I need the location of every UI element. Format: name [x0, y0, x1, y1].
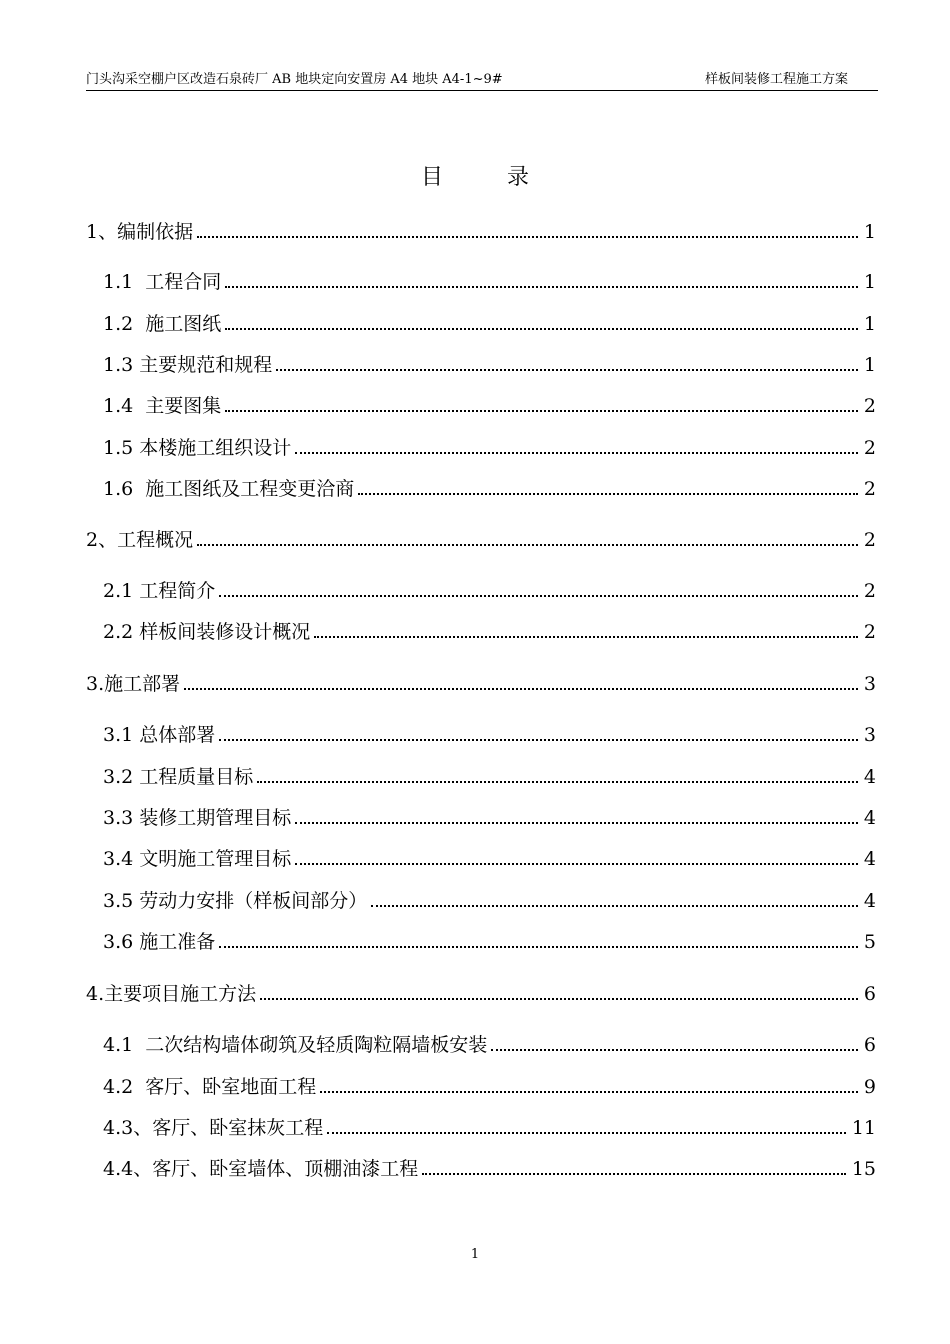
dot-leader	[219, 595, 858, 597]
toc-entry-title: 3.5 劳动力安排（样板间部分）	[103, 890, 368, 912]
dot-leader	[295, 822, 858, 824]
toc-entry-page: 15	[851, 1158, 876, 1180]
header-document-title: 样板间装修工程施工方案	[704, 72, 848, 87]
toc-entry-page: 4	[863, 766, 876, 788]
toc-entry-page: 1	[863, 354, 876, 376]
toc-entry[interactable]	[103, 796, 876, 830]
toc-entry[interactable]	[103, 755, 876, 789]
toc-entry-title: 2.2 样板间装修设计概况	[103, 621, 311, 643]
toc-entry-page: 2	[863, 529, 876, 551]
toc-entry-title: 2、工程概况	[86, 529, 194, 551]
toc-entry-page: 1	[863, 221, 876, 243]
toc-entry-title: 1.4 主要图集	[103, 395, 222, 417]
dot-leader	[260, 998, 858, 1000]
dot-leader	[225, 286, 858, 288]
dot-leader	[225, 410, 858, 412]
toc-entry-page: 2	[863, 580, 876, 602]
dot-leader	[197, 544, 858, 546]
dot-leader	[327, 1132, 846, 1134]
toc-entry-title: 4.3、客厅、卧室抹灰工程	[103, 1117, 324, 1139]
dot-leader	[491, 1049, 858, 1051]
toc-entry[interactable]	[103, 384, 876, 418]
toc-entry[interactable]	[86, 972, 876, 1006]
toc-entry[interactable]	[103, 713, 876, 747]
toc-entry-page: 2	[863, 478, 876, 500]
toc-entry[interactable]	[103, 1106, 876, 1140]
toc-entry[interactable]	[86, 518, 876, 552]
dot-leader	[257, 781, 858, 783]
toc-entry-title: 3.施工部署	[86, 673, 181, 695]
toc-title: 目录	[420, 165, 593, 190]
toc-entry-title: 3.4 文明施工管理目标	[103, 848, 292, 870]
dot-leader	[371, 905, 858, 907]
toc-entry[interactable]	[103, 343, 876, 377]
toc-entry[interactable]	[103, 1023, 876, 1057]
toc-entry-title: 4.4、客厅、卧室墙体、顶棚油漆工程	[103, 1158, 419, 1180]
dot-leader	[219, 739, 858, 741]
toc-entry-page: 2	[863, 621, 876, 643]
toc-entry-title: 1.3 主要规范和规程	[103, 354, 273, 376]
dot-leader	[295, 863, 858, 865]
toc-entry-page: 2	[863, 395, 876, 417]
toc-entry-title: 1.2 施工图纸	[103, 313, 222, 335]
toc-entry-title: 1、编制依据	[86, 221, 194, 243]
toc-entry-page: 4	[863, 890, 876, 912]
dot-leader	[314, 636, 858, 638]
dot-leader	[295, 452, 858, 454]
toc-entry[interactable]	[103, 426, 876, 460]
toc-entry-title: 3.1 总体部署	[103, 724, 216, 746]
toc-entry-page: 2	[863, 437, 876, 459]
toc-entry[interactable]	[103, 610, 876, 644]
toc-entry[interactable]	[103, 837, 876, 871]
toc-entry-page: 1	[863, 271, 876, 293]
toc-entry[interactable]	[103, 302, 876, 336]
toc-entry-title: 4.1 二次结构墙体砌筑及轻质陶粒隔墙板安装	[103, 1034, 488, 1056]
toc-entry-page: 5	[863, 931, 876, 953]
toc-entry-page: 11	[851, 1117, 876, 1139]
dot-leader	[358, 493, 858, 495]
toc-entry-page: 6	[863, 1034, 876, 1056]
toc-entry-page: 6	[863, 983, 876, 1005]
toc-entry-title: 4.2 客厅、卧室地面工程	[103, 1076, 317, 1098]
dot-leader	[225, 328, 858, 330]
toc-entry-page: 3	[863, 724, 876, 746]
dot-leader	[197, 236, 858, 238]
toc-entry-title: 3.6 施工准备	[103, 931, 216, 953]
toc-entry-page: 1	[863, 313, 876, 335]
dot-leader	[320, 1091, 858, 1093]
header-project-name: 门头沟采空棚户区改造石泉砖厂 AB 地块定向安置房 A4 地块 A4-1~9#	[86, 72, 503, 87]
toc-entry[interactable]	[103, 879, 876, 913]
toc-entry-title: 3.3 装修工期管理目标	[103, 807, 292, 829]
toc-entry[interactable]	[86, 662, 876, 696]
toc-entry-title: 4.主要项目施工方法	[86, 983, 257, 1005]
toc-entry[interactable]	[103, 467, 876, 501]
toc-entry-page: 4	[863, 807, 876, 829]
toc-entry-page: 3	[863, 673, 876, 695]
toc-entry-title: 2.1 工程简介	[103, 580, 216, 602]
dot-leader	[276, 369, 858, 371]
toc-entry[interactable]	[103, 260, 876, 294]
toc-entry-page: 4	[863, 848, 876, 870]
dot-leader	[184, 688, 858, 690]
toc-entry[interactable]	[103, 569, 876, 603]
toc-entry[interactable]	[86, 210, 876, 244]
toc-entry-title: 1.5 本楼施工组织设计	[103, 437, 292, 459]
toc-entry-title: 1.1 工程合同	[103, 271, 222, 293]
toc-entry-title: 3.2 工程质量目标	[103, 766, 254, 788]
page-header	[86, 72, 878, 91]
toc-entry[interactable]	[103, 1065, 876, 1099]
toc-entry-page: 9	[863, 1076, 876, 1098]
dot-leader	[219, 946, 858, 948]
toc-entry-title: 1.6 施工图纸及工程变更洽商	[103, 478, 355, 500]
toc-entry[interactable]	[103, 920, 876, 954]
page-number: 1	[470, 1247, 480, 1262]
toc-entry[interactable]	[103, 1147, 876, 1181]
dot-leader	[422, 1173, 846, 1175]
